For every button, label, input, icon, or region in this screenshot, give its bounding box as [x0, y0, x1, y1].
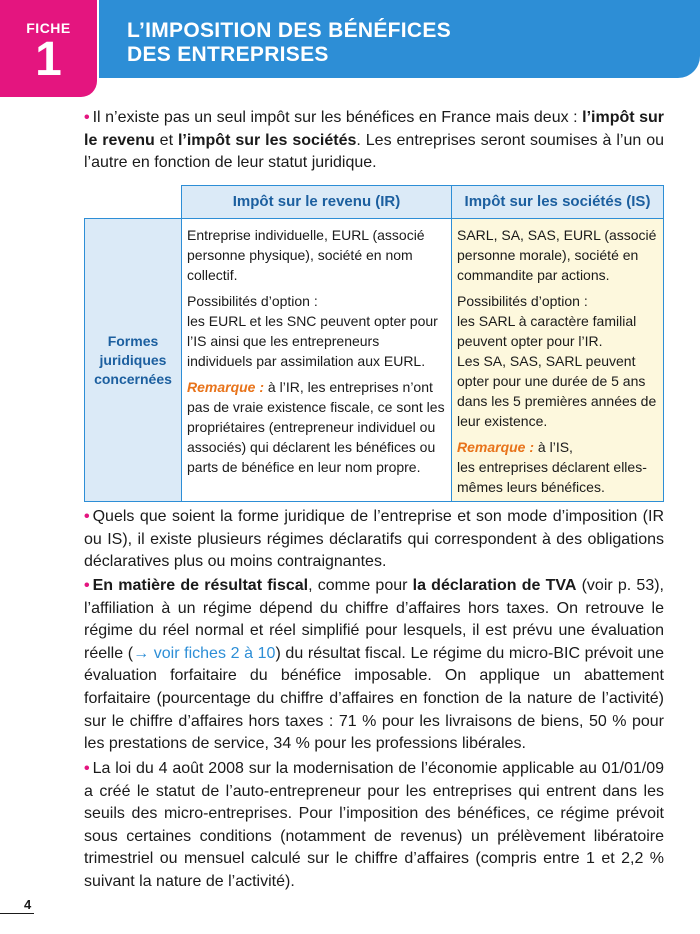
table-row [85, 219, 664, 502]
resultat-text-1: , comme pour [308, 577, 413, 594]
column-header-ir: Impôt sur le revenu (IR) [182, 186, 452, 219]
cell-ir [182, 219, 452, 502]
intro-text-1: Il n’existe pas un seul impôt sur les bénéfices en France mais deux : [92, 109, 583, 126]
resultat-fiscal-bold: En matière de résultat fiscal [92, 577, 309, 594]
voir-fiches-link[interactable]: → voir fiches 2 à 10 [133, 644, 276, 662]
is-remark [457, 437, 657, 457]
is-option-line-2: Les SA, SAS, SARL peuvent opter pour une durée de 5 ans dans les 5 premières années de leur existence. [457, 353, 657, 429]
ir-option-title: Possibilités d’option : [187, 293, 318, 309]
row-header-formes-juridiques: Formes juridiques concernées [85, 219, 182, 502]
is-remark-line-2: les entreprises déclarent elles-mêmes leurs bénéfices. [457, 459, 647, 495]
bullet-marker: • [84, 577, 90, 594]
ir-entities: Entreprise individuelle, EURL (associé personne physique), société en nom collectif. [187, 227, 425, 283]
table-header-row [85, 186, 664, 219]
auto-entrepreneur-text: La loi du 4 août 2008 sur la modernisation de l’économie applicable au 01/01/09 a créé le statut de l’auto-entrepreneur pour les entreprises qui entrent dans les seuils des micro-entreprises. Pour l’imposition des bénéfices, ce régime prévoit sous certaines conditions (notamment de revenus) un prélèvement libératoire trimestriel ou mensuel calculé sur le chiffre d’affaires (compris entre 1 et 2,2 % suivant la nature de l’activité). [84, 760, 664, 890]
column-header-is: Impôt sur les sociétés (IS) [452, 186, 664, 219]
table-corner [85, 186, 182, 219]
ir-option-body: les EURL et les SNC peuvent opter pour l’IS ainsi que les entrepreneurs individuels par assimilation aux EURL. [187, 313, 438, 369]
bullet-marker: • [84, 508, 90, 525]
cell-is [452, 219, 664, 502]
intro-text-2: et [154, 131, 178, 149]
resultat-fiscal-paragraph [84, 575, 664, 756]
is-option-line-1: les SARL à caractère familial peuvent opter pour l’IR. [457, 313, 637, 349]
ir-remark [187, 377, 445, 477]
intro-bold-is: l’impôt sur les sociétés [177, 131, 357, 149]
intro-paragraph [84, 107, 664, 175]
tva-bold: la déclaration de TVA [412, 577, 577, 594]
bullet-marker: • [84, 760, 90, 777]
resultat-text-3: ) du résultat fiscal. Le régime du micro-BIC prévoit une évaluation forfaitaire du bénéfice imposable. On applique un abattement forfaitaire (pourcentage du chiffre d’affaires en fonction de la nature de l’activité) sur le chiffre d’affaires hors taxes : 71 % pour les livraisons de biens, 50 % pour les prestations de service, 34 % pour les professions libérales. [84, 644, 665, 753]
fiche-number: 1 [35, 33, 62, 86]
is-option-title: Possibilités d’option : [457, 293, 588, 309]
bullet-marker: • [84, 109, 90, 126]
fiche-label: FICHE [26, 20, 71, 36]
intro-text-3: . Les entreprises seront soumises à l’un ou l’autre en fonction de leur statut juridique. [84, 131, 665, 172]
page-title-line-2: DES ENTREPRISES [127, 43, 329, 66]
ir-remark-label: Remarque : [187, 379, 265, 395]
ir-remark-body: à l’IR, les entreprises n’ont pas de vraie existence fiscale, ce sont les propriétaires (entrepreneur individuel ou associés) qui déclarent les bénéfices ou parts de bénéfice en leur nom propre. [187, 379, 445, 475]
auto-entrepreneur-paragraph [84, 758, 664, 894]
regimes-text: Quels que soient la forme juridique de l’entreprise et son mode d’imposition (IR ou IS), il existe plusieurs régimes déclaratifs qui correspondent à des obligations déclaratives plus ou moins contraignantes. [84, 508, 664, 571]
page-title [99, 0, 700, 78]
tax-comparison-table [84, 185, 664, 502]
page-title-line-1: L’IMPOSITION DES BÉNÉFICES [127, 19, 452, 42]
intro-bold-ir: l’impôt sur le revenu [84, 109, 664, 149]
is-remark-label: Remarque : [457, 439, 535, 455]
regimes-paragraph [84, 506, 664, 574]
is-remark-line-1: à l’IS, [534, 439, 573, 455]
resultat-text-2: (voir p. 53), l’affiliation à un régime dépend du chiffre d’affaires hors taxes. On retrouve le régime du réel normal et réel simplifié pour lesquels, il est prévu une évaluation réelle ( [84, 577, 665, 662]
fiche-badge [0, 0, 97, 97]
page-number-rule [0, 913, 34, 914]
is-entities: SARL, SA, SAS, EURL (associé personne morale), société en commandite par actions. [457, 227, 657, 283]
page-number: 4 [24, 897, 32, 912]
